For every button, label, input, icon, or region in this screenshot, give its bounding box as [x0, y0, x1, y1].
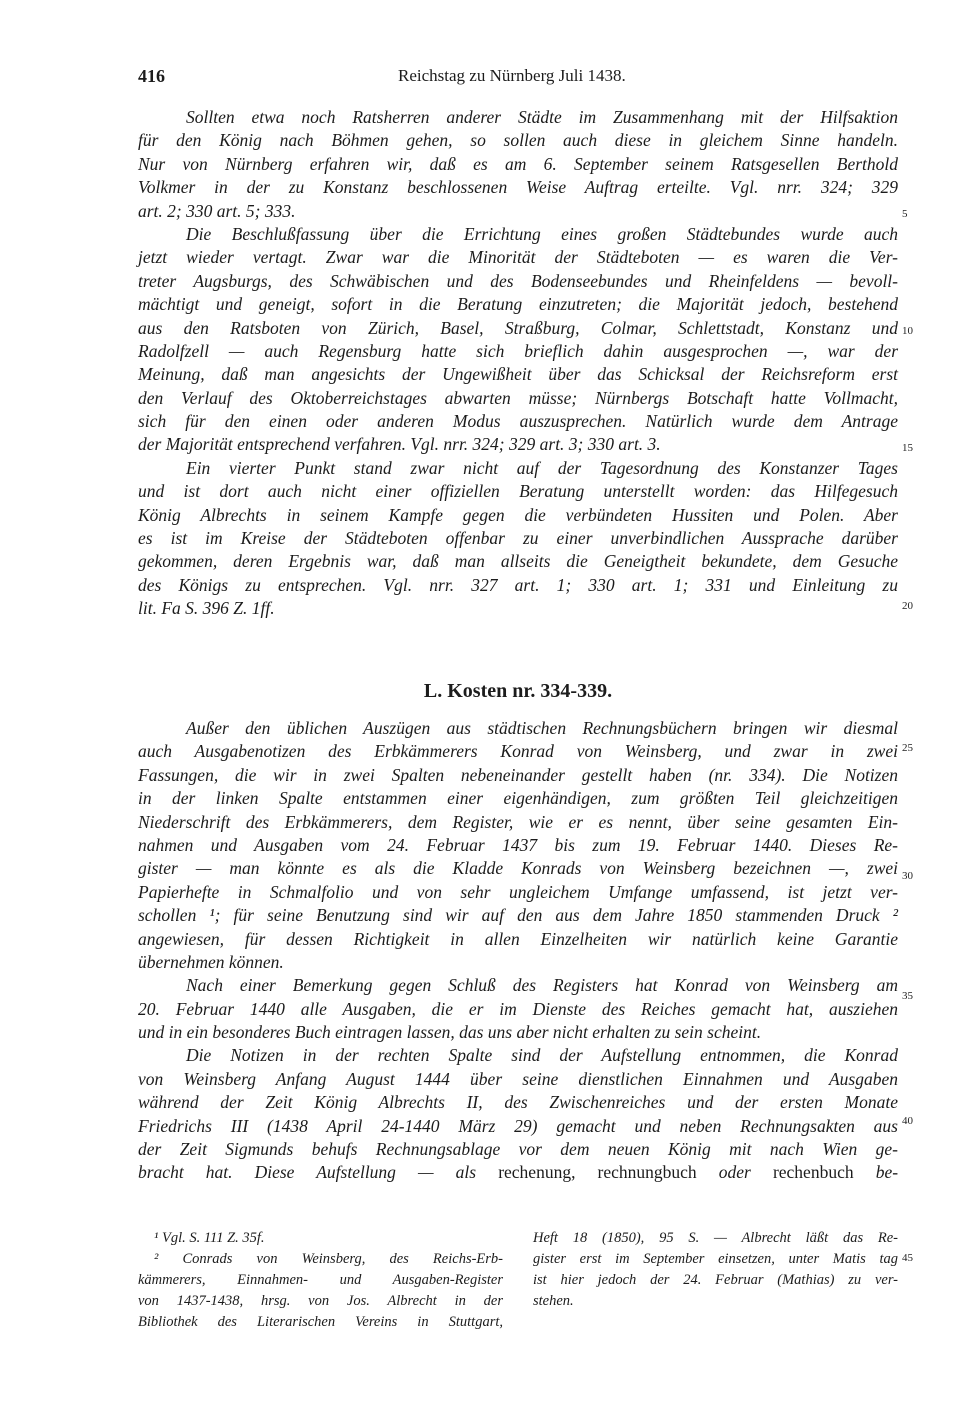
- text-line: für den König nach Böhmen gehen, so sollen auch diese in gleichem Sinne handeln.: [138, 130, 898, 151]
- text-line: Die Beschlußfassung über die Errichtung eines großen Städtebundes wurde auch: [186, 223, 898, 244]
- text-line: Papierhefte in Schmalfolio und von sehr ungleichem Umfange umfassend, ist jetzt ver-: [138, 881, 898, 902]
- text-line: Die Notizen in der rechten Spalte sind der Aufstellung entnommen, die Konrad: [186, 1045, 898, 1066]
- text-line: Fassungen, die wir in zwei Spalten nebeneinander gestellt haben (nr. 334). Die Notizen: [138, 764, 898, 785]
- text-line: König Albrechts in seinem Kampfe gegen die verbündeten Hussiten und Polen. Aber: [138, 504, 898, 525]
- line-number: 25: [902, 742, 913, 754]
- text-segment-upright: rechenung, rechnungbuch: [498, 1162, 697, 1183]
- text-segment: bracht hat. Diese Aufstellung — als: [138, 1162, 477, 1183]
- line-number: 20: [902, 600, 913, 612]
- footnote-line: Heft 18 (1850), 95 S. — Albrecht läßt das Re-: [533, 1230, 898, 1246]
- footnote-line: kämmerers, Einnahmen- und Ausgaben-Register: [138, 1272, 503, 1288]
- footnote-line: Bibliothek des Literarischen Vereins in Stuttgart,: [138, 1314, 503, 1330]
- text-segment: oder: [718, 1162, 751, 1183]
- text-line: Nur von Nürnberg erfahren wir, daß es am 6. September seinem Ratsgesellen Berthold: [138, 153, 898, 174]
- text-line: des Königs zu entsprechen. Vgl. nrr. 327 art. 1; 330 art. 1; 331 und Einleitung zu: [138, 574, 898, 595]
- section-heading: L. Kosten nr. 334-339.: [423, 680, 613, 702]
- footnote-line: ² Conrads von Weinsberg, des Reichs-Erb-: [154, 1251, 503, 1267]
- text-line: aus den Ratsboten von Zürich, Basel, Straßburg, Colmar, Schlettstadt, Konstanz und: [138, 317, 898, 338]
- text-line: Radolfzell — auch Regensburg hatte sich brieflich dahin ausgesprochen —, war der: [138, 340, 898, 361]
- line-number: 15: [902, 442, 913, 454]
- line-number: 30: [902, 870, 913, 882]
- text-segment-upright: rechenbuch: [772, 1162, 854, 1183]
- page-header: [138, 66, 898, 90]
- text-line: gekommen, deren Ergebnis war, daß man allseits die Geneigtheit bekundete, dem Gesuche: [138, 551, 898, 572]
- text-segment: be-: [875, 1162, 899, 1183]
- text-line: in der linken Spalte entstammen einer eigenhändigen, zum größten Teil gleichzeitigen: [138, 788, 898, 809]
- text-line: sich für den einen oder anderen Modus auszusprechen. Natürlich wurde dem Antrage: [138, 411, 898, 432]
- text-line: art. 2; 330 art. 5; 333.: [138, 200, 296, 221]
- text-line: es ist im Kreise der Städteboten offenbar zu einer unverbindlichen Aussprache darüber: [138, 528, 898, 549]
- text-line: übernehmen können.: [138, 951, 284, 972]
- text-line: angewiesen, für dessen Richtigkeit in allen Einzelheiten wir natürlich keine Garantie: [138, 928, 898, 949]
- text-line: jetzt wieder vertagt. Zwar war die Minorität der Städteboten — es waren die Ver-: [138, 247, 898, 268]
- text-line: Volkmer in der zu Konstanz beschlossenen Weise Auftrag erteilte. Vgl. nrr. 324; 329: [138, 177, 898, 198]
- line-number: 10: [902, 325, 913, 337]
- top-text-block: [138, 106, 898, 621]
- text-line: Meinung, daß man angesichts der Ungewißheit über das Schicksal der Reichsreform erst: [138, 364, 898, 385]
- text-line: gister — man könnte es als die Kladde Konrads von Weinsberg bezeichnen —, zwei: [138, 858, 898, 879]
- text-line: der Zeit Sigmunds behufs Rechnungsablage vor dem neuen König mit nach Wien ge-: [138, 1139, 898, 1160]
- text-line: treter Augsburgs, des Schwäbischen und des Bodenseebundes und Rheinfeldens — bevoll-: [138, 270, 898, 291]
- footnote-line: stehen.: [533, 1293, 574, 1309]
- footnotes-left-column: [138, 1228, 503, 1333]
- line-number: 40: [902, 1115, 913, 1127]
- text-line-mixed: [138, 1161, 898, 1184]
- text-line: schollen ¹; für seine Benutzung sind wir auf den aus dem Jahre 1850 stammenden Druck ²: [138, 905, 898, 926]
- text-line: lit. Fa S. 396 Z. 1ff.: [138, 598, 275, 619]
- line-number: 5: [902, 208, 908, 220]
- page-number: 416: [138, 66, 165, 86]
- footnotes-right-column: [533, 1228, 898, 1312]
- running-head: Reichstag zu Nürnberg Juli 1438.: [398, 66, 626, 85]
- footnote-line: gister erst im September einsetzen, unter Matis tag: [533, 1251, 898, 1267]
- text-line: Außer den üblichen Auszügen aus städtischen Rechnungsbüchern bringen wir diesmal: [186, 718, 898, 738]
- text-line: Friedrichs III (1438 April 24-1440 März 29) gemacht und neben Rechnungsakten aus: [138, 1115, 898, 1136]
- footnote-line: von 1437-1438, hrsg. von Jos. Albrecht in der: [138, 1293, 503, 1309]
- line-number: 45: [902, 1252, 913, 1264]
- line-number: 35: [902, 990, 913, 1002]
- text-line: Sollten etwa noch Ratsherren anderer Städte im Zusammenhang mit der Hilfsaktion: [186, 107, 898, 127]
- text-line: von Weinsberg Anfang August 1444 über seine dienstlichen Einnahmen und Ausgaben: [138, 1068, 898, 1089]
- text-line: der Majorität entsprechend verfahren. Vgl. nrr. 324; 329 art. 3; 330 art. 3.: [138, 434, 661, 455]
- text-line: mächtigt und geneigt, sofort in die Beratung einzutreten; die Majorität jedoch, bestehend: [138, 294, 898, 315]
- text-line: Niederschrift des Erbkämmerers, dem Register, wie er es nennt, über seine gesamten Ein-: [138, 811, 898, 832]
- text-line: Nach einer Bemerkung gegen Schluß des Registers hat Konrad von Weinsberg am: [186, 975, 898, 996]
- text-line: auch Ausgabenotizen des Erbkämmerers Konrad von Weinsberg, und zwar in zwei: [138, 741, 898, 762]
- text-line: 20. Februar 1440 alle Ausgaben, die er im Dienste des Reiches gemacht hat, ausziehen: [138, 998, 898, 1019]
- text-line: und ist dort auch nicht einer offiziellen Beratung unterstellt worden: das Hilfegesuch: [138, 481, 898, 502]
- text-line: Ein vierter Punkt stand zwar nicht auf der Tagesordnung des Konstanzer Tages: [186, 457, 898, 478]
- text-line: während der Zeit König Albrechts II, des Zwischenreiches und der ersten Monate: [138, 1092, 898, 1113]
- bottom-text-block: [138, 717, 898, 1185]
- text-line: nahmen und Ausgaben vom 24. Februar 1437 bis zum 19. Februar 1440. Dieses Re-: [138, 834, 898, 855]
- footnote-line: ist hier jedoch der 24. Februar (Mathias) zu ver-: [533, 1272, 898, 1288]
- footnote-line: ¹ Vgl. S. 111 Z. 35f.: [154, 1230, 265, 1246]
- text-line: den Verlauf des Oktoberreichstages abwarten müsse; Nürnbergs Botschaft hatte Vollmacht,: [138, 387, 898, 408]
- text-line: und in ein besonderes Buch eintragen lassen, das uns aber nicht erhalten zu sein scheint.: [138, 1022, 762, 1043]
